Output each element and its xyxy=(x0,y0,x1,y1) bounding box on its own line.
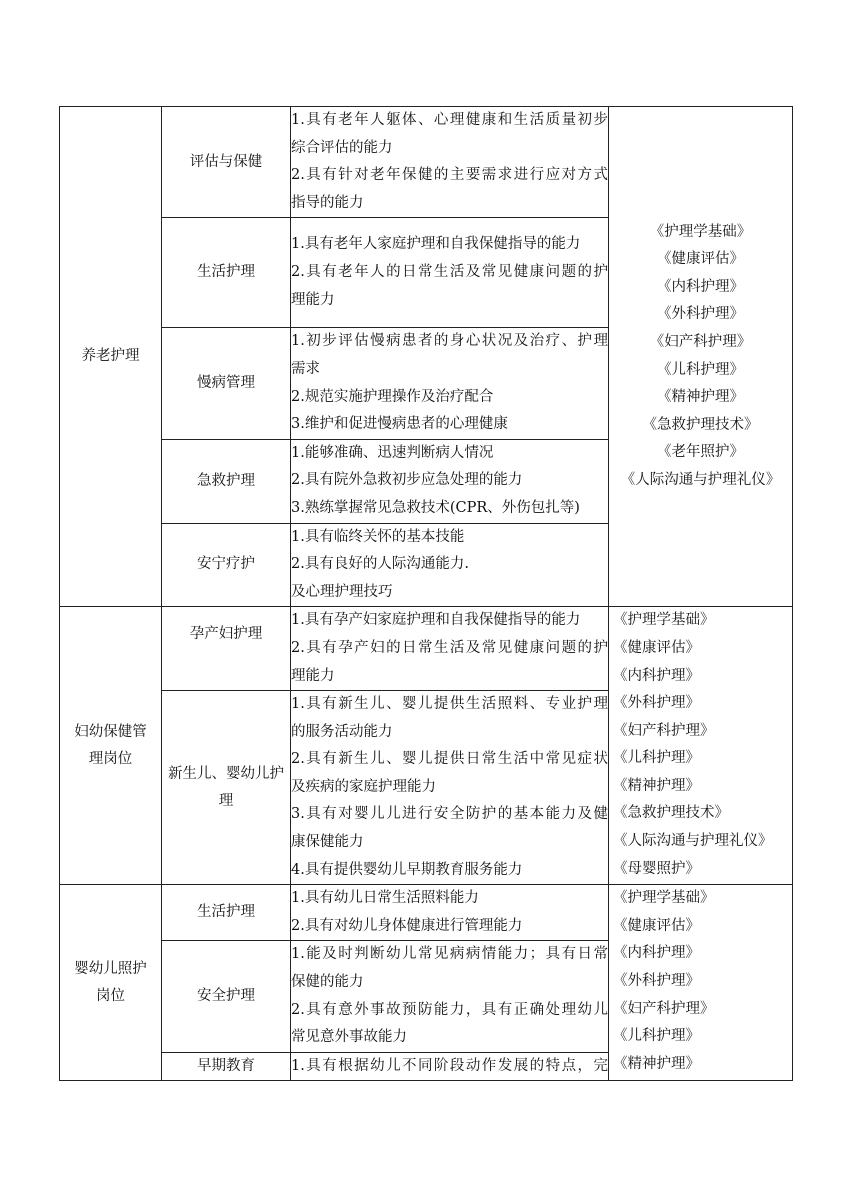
course-item: 《急救护理技术》 xyxy=(642,416,759,433)
task-name: 孕产妇护理 xyxy=(189,626,263,643)
task-cell xyxy=(162,439,291,523)
ability-line: 2.具有良好的人际沟通能力. xyxy=(291,556,469,573)
ability-line: 2.具有意外事故预防能力，具有正确处理幼儿 xyxy=(291,1001,608,1018)
course-item: 《儿科护理》 xyxy=(613,1028,700,1045)
ability-line: 1.能及时判断幼儿常见病病情能力；具有日常 xyxy=(291,946,608,963)
course-item: 《精神护理》 xyxy=(613,777,700,794)
task-name: 评估与保健 xyxy=(189,153,263,170)
ability-line: 保健的能力 xyxy=(291,974,364,991)
ability-cell xyxy=(291,607,609,691)
task-name: 急救护理 xyxy=(197,472,255,489)
ability-line: 1.能够准确、迅速判断病人情况 xyxy=(291,444,494,461)
ability-line: 1.具有老年人躯体、心理健康和生活质量初步 xyxy=(291,112,608,128)
post-name-line: 岗位 xyxy=(96,987,125,1004)
course-item: 《儿科护理》 xyxy=(613,750,700,767)
ability-line: 需求 xyxy=(291,360,320,377)
task-cell xyxy=(162,218,291,328)
task-name: 慢病管理 xyxy=(197,375,255,392)
ability-line: 综合评估的能力 xyxy=(291,139,393,156)
ability-line: 1.具有孕产妇家庭护理和自我保健指导的能力 xyxy=(291,612,581,629)
course-item: 《外科护理》 xyxy=(613,973,700,990)
ability-line: 1.具有临终关怀的基本技能 xyxy=(291,528,465,545)
course-item: 《护理学基础》 xyxy=(649,223,752,240)
task-name-line: 新生儿、婴幼儿护 xyxy=(168,765,284,782)
post-name-line: 妇幼保健管 xyxy=(74,723,147,740)
ability-line: 指导的能力 xyxy=(291,194,364,211)
course-item: 《健康评估》 xyxy=(657,251,744,268)
post-cell xyxy=(60,885,162,1081)
course-item: 《妇产科护理》 xyxy=(613,1000,715,1017)
ability-line: 理能力 xyxy=(291,291,335,308)
course-item: 《精神护理》 xyxy=(657,389,744,406)
ability-line: 2.具有院外急救初步应急处理的能力 xyxy=(291,472,523,489)
ability-cell xyxy=(291,328,609,439)
course-item: 《内科护理》 xyxy=(613,667,700,684)
ability-line: 1.具有根据幼儿不同阶段动作发展的特点，完 xyxy=(291,1057,608,1074)
course-cell xyxy=(609,885,793,1081)
course-item: 《健康评估》 xyxy=(613,639,700,656)
post-cell xyxy=(60,107,162,607)
task-name: 安宁疗护 xyxy=(197,556,255,573)
task-cell xyxy=(162,941,291,1052)
post-name: 养老护理 xyxy=(81,348,140,365)
task-cell xyxy=(162,885,291,941)
course-item: 《内科护理》 xyxy=(657,278,744,295)
course-item: 《老年照护》 xyxy=(657,444,744,461)
ability-line: 康保健能力 xyxy=(291,834,364,851)
ability-cell xyxy=(291,691,609,885)
ability-line: 2.规范实施护理操作及治疗配合 xyxy=(291,388,494,405)
task-name: 安全护理 xyxy=(197,988,255,1005)
curriculum-table xyxy=(59,106,793,1081)
task-cell xyxy=(162,523,291,607)
course-item: 《儿科护理》 xyxy=(657,361,744,378)
task-name-line: 理 xyxy=(218,792,234,809)
course-item: 《健康评估》 xyxy=(613,917,700,934)
post-name-line: 婴幼儿照护 xyxy=(74,960,147,977)
ability-line: 2.具有对幼儿身体健康进行管理能力 xyxy=(291,917,523,934)
course-item: 《内科护理》 xyxy=(613,945,700,962)
post-cell xyxy=(60,607,162,885)
task-cell xyxy=(162,107,291,218)
course-item: 《外科护理》 xyxy=(613,695,700,712)
ability-line: 3.熟练掌握常见急救技术(CPR、外伤包扎等) xyxy=(291,499,580,516)
table-row xyxy=(60,107,793,218)
course-item: 《护理学基础》 xyxy=(613,890,715,907)
task-cell xyxy=(162,1052,291,1081)
task-name: 生活护理 xyxy=(197,264,255,281)
ability-cell xyxy=(291,523,609,607)
ability-line: 1.具有老年人家庭护理和自我保健指导的能力 xyxy=(291,236,581,253)
table-row xyxy=(60,885,793,941)
course-item: 《护理学基础》 xyxy=(613,612,715,629)
ability-line: 3.具有对婴儿儿进行安全防护的基本能力及健 xyxy=(291,806,608,823)
course-item: 《人际沟通与护理礼仪》 xyxy=(613,833,773,850)
task-name: 早期教育 xyxy=(197,1058,255,1075)
ability-cell xyxy=(291,218,609,328)
ability-line: 常见意外事故能力 xyxy=(291,1029,407,1046)
task-cell xyxy=(162,607,291,691)
ability-line: 2.具有孕产妇的日常生活及常见健康问题的护 xyxy=(291,639,608,656)
ability-line: 2.具有新生儿、婴儿提供日常生活中常见症状 xyxy=(291,751,608,768)
course-item: 《妇产科护理》 xyxy=(613,722,715,739)
ability-line: 1.具有幼儿日常生活照料能力 xyxy=(291,890,479,907)
task-name: 生活护理 xyxy=(197,904,255,921)
ability-line: 2.具有针对老年保健的主要需求进行应对方式 xyxy=(291,167,608,184)
course-item: 《急救护理技术》 xyxy=(613,805,729,822)
ability-line: 及疾病的家庭护理能力 xyxy=(291,778,436,795)
ability-cell xyxy=(291,439,609,523)
post-name-line: 理岗位 xyxy=(88,750,133,767)
ability-line: 2.具有老年人的日常生活及常见健康问题的护 xyxy=(291,264,608,281)
ability-line: 理能力 xyxy=(291,667,335,684)
ability-line: 1.具有新生儿、婴儿提供生活照料、专业护理 xyxy=(291,696,608,713)
course-item: 《妇产科护理》 xyxy=(649,334,752,351)
course-item: 《人际沟通与护理礼仪》 xyxy=(620,472,781,489)
table-row xyxy=(60,607,793,691)
task-cell xyxy=(162,691,291,885)
course-item: 《精神护理》 xyxy=(613,1055,700,1072)
ability-cell xyxy=(291,885,609,941)
ability-cell xyxy=(291,941,609,1052)
ability-line: 及心理护理技巧 xyxy=(291,583,393,600)
task-cell xyxy=(162,328,291,439)
ability-line: 3.维护和促进慢病患者的心理健康 xyxy=(291,416,508,433)
ability-line: 4.具有提供婴幼儿早期教育服务能力 xyxy=(291,861,523,878)
course-cell xyxy=(609,107,793,607)
course-cell xyxy=(609,607,793,885)
ability-cell xyxy=(291,1052,609,1081)
course-item: 《母婴照护》 xyxy=(613,860,700,877)
ability-line: 1.初步评估慢病患者的身心状况及治疗、护理 xyxy=(291,333,608,350)
ability-line: 的服务活动能力 xyxy=(291,723,393,740)
ability-cell xyxy=(291,107,609,218)
course-item: 《外科护理》 xyxy=(657,306,744,323)
